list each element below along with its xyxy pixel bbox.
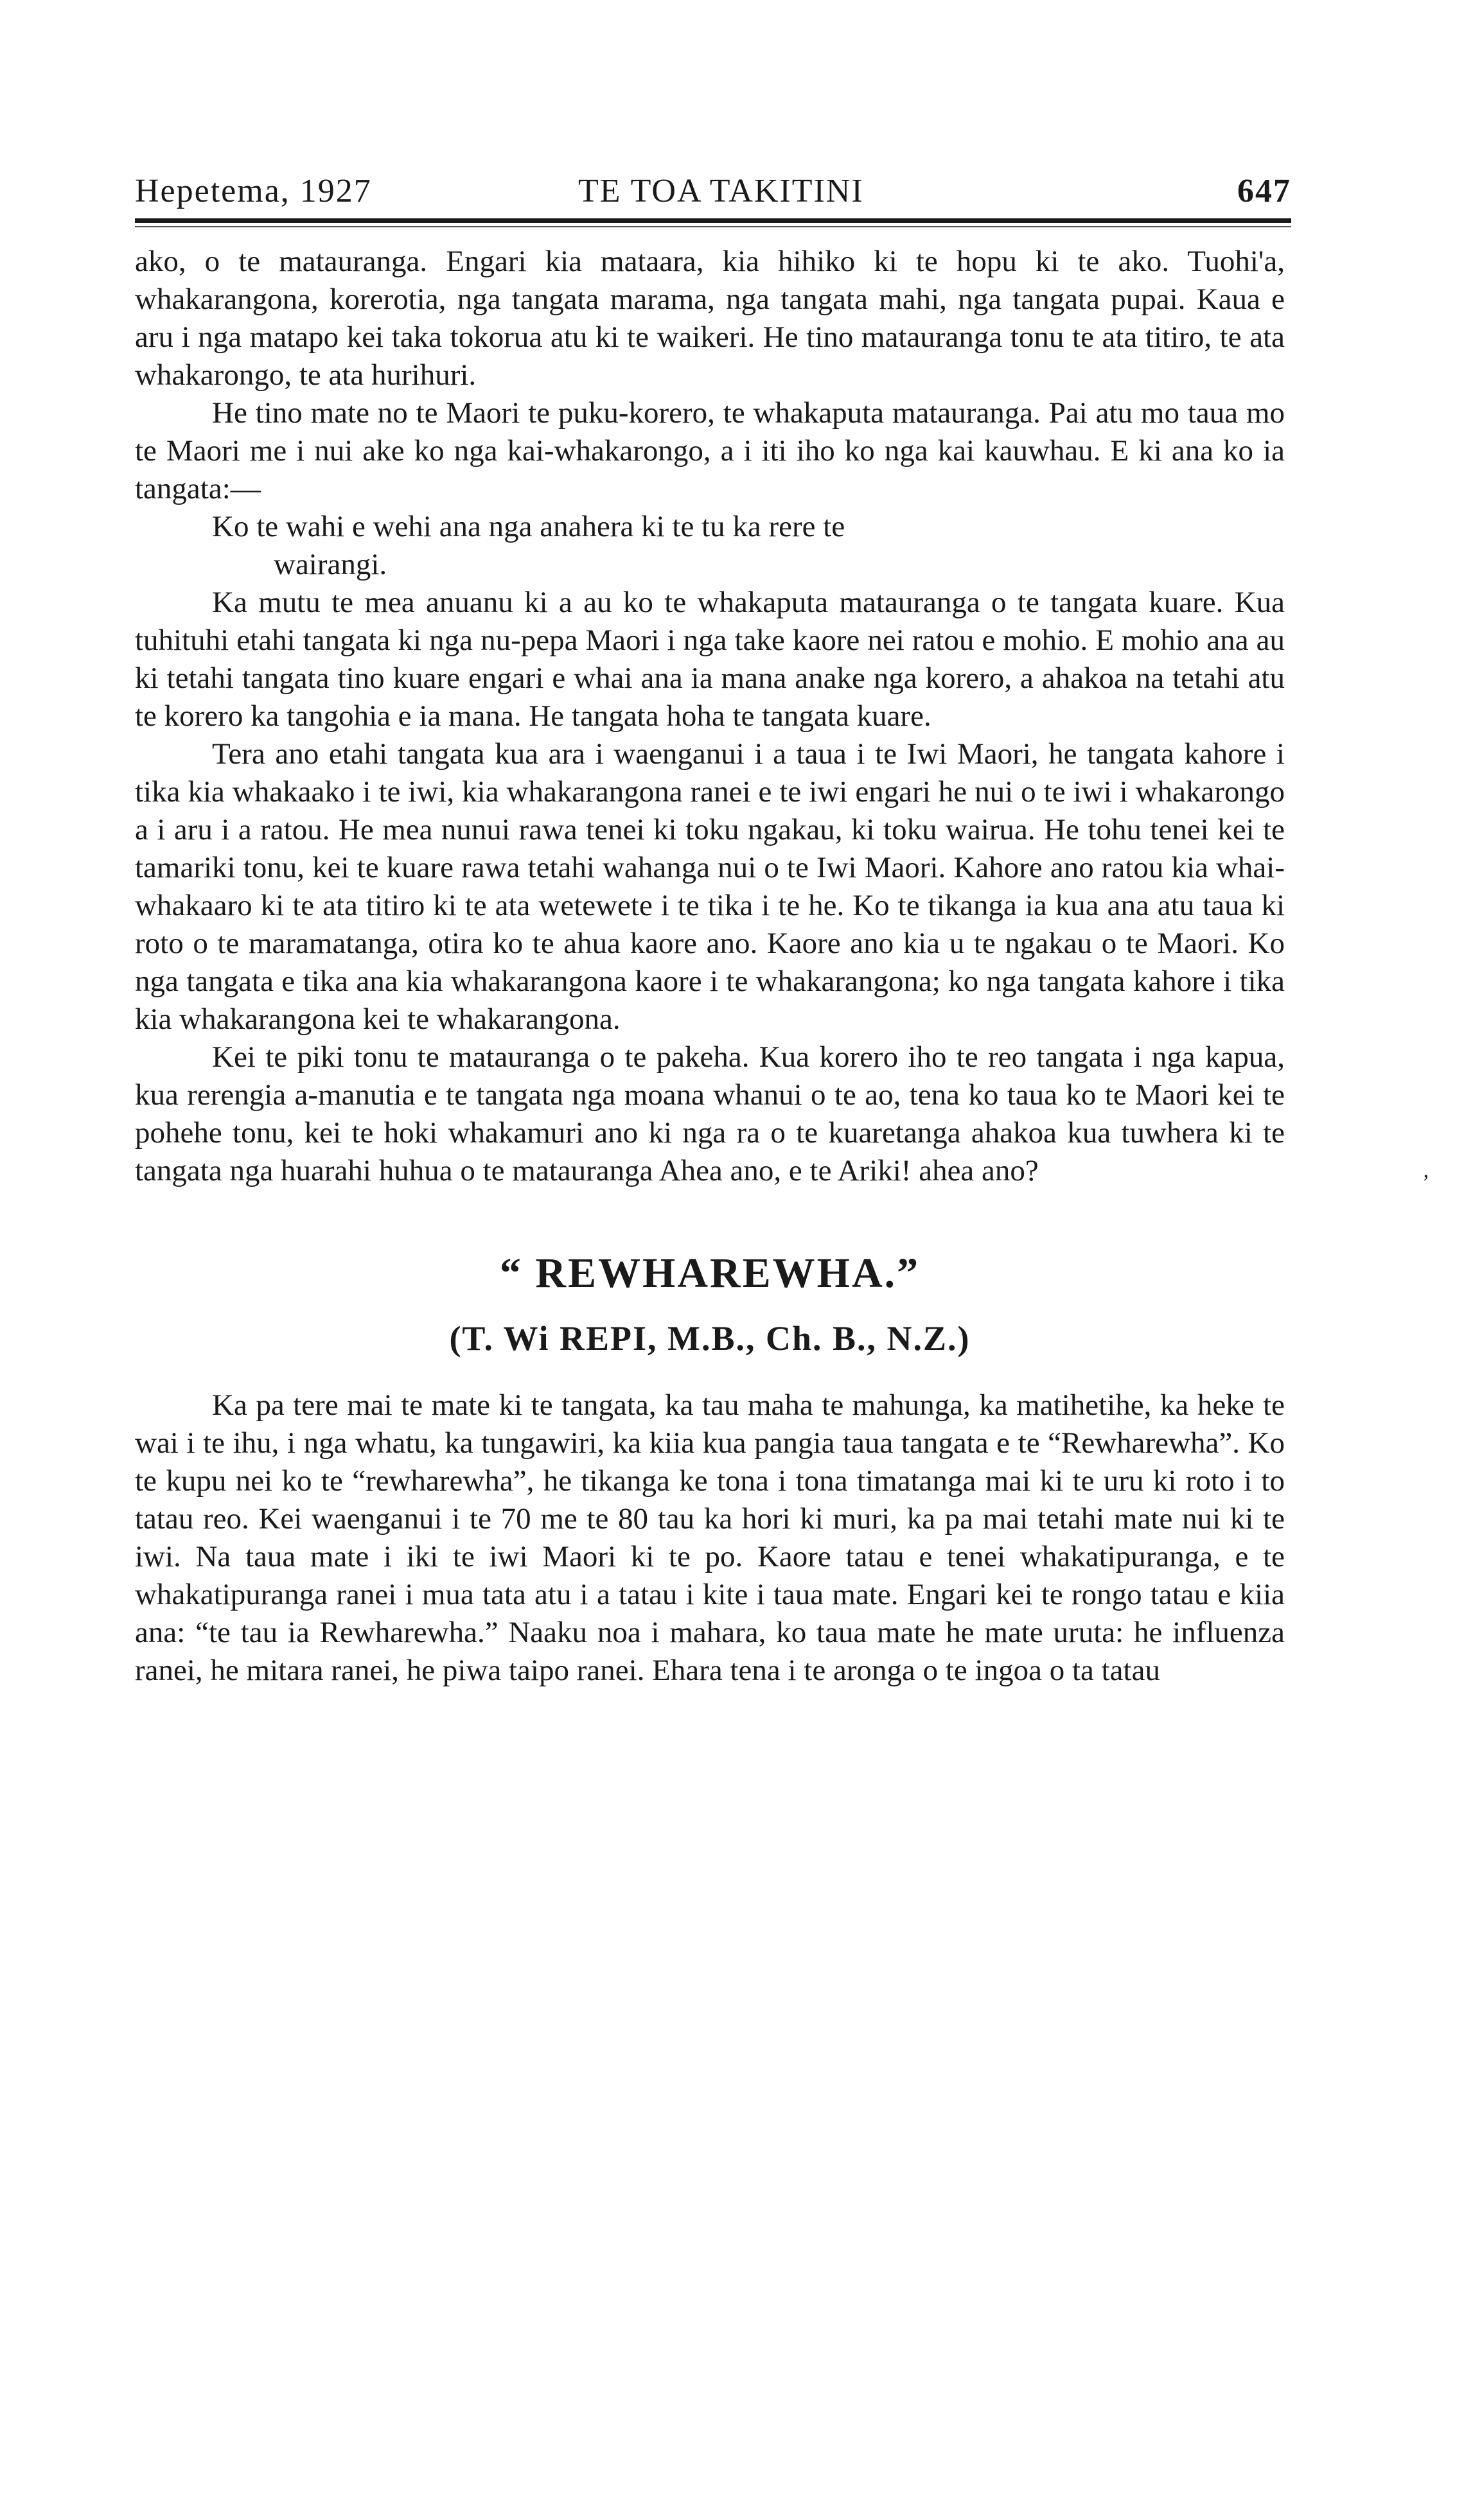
article-byline: (T. Wi REPI, M.B., Ch. B., N.Z.)	[449, 1319, 971, 1358]
margin-mark: ‚	[1422, 1159, 1430, 1182]
paragraph: ako, o te matauranga. Engari kia mataara, kia hihiko ki te hopu ki te ako. Tuohi'a, whakarangona, korerotia, nga tangata marama, nga tangata mahi, nga tangata pupai. Kaua e aru i nga matapo kei taka tokorua atu ki te waikeri. He tino matauranga tonu te ata titiro, te ata whakarongo, te ata hurihuri.	[135, 245, 1285, 392]
paragraph: Kei te piki tonu te matauranga o te pakeha. Kua korero iho te reo tangata i nga kapua, kua rerengia a-manutia e te tangata nga moana whanui o te ao, tena ko taua ko te Maori kei te pohehe tonu, kei te hoki whakamuri ano ki nga ra o te kuaretanga ahakoa kua tuwhera ki te tangata nga huarahi huhua o te matauranga Ahea ano, e te Ariki! ahea ano?	[135, 1040, 1285, 1187]
header-rule-thin	[135, 226, 1291, 227]
paragraph: He tino mate no te Maori te puku-korero, te whakaputa matauranga. Pai atu mo taua mo te Maori me i nui ake ko nga kai-whakarongo, a i iti iho ko nga kai kauwhau. E ki ana ko ia tangata:—	[135, 396, 1285, 505]
quotation-line: wairangi.	[274, 548, 387, 581]
header-date: Hepetema, 1927	[135, 173, 372, 209]
header-rule	[135, 218, 1291, 223]
article-title: “ REWHAREWHA.”	[499, 1250, 921, 1297]
paragraph: Tera ano etahi tangata kua ara i waenganui i a taua i te Iwi Maori, he tangata kahore i tika kia whakaako i te iwi, kia whakarangona ranei e te iwi engari he nui o te iwi i whakarongo a i aru i a ratou. He mea nunui rawa tenei ki toku ngakau, ki toku wairua. He tohu tenei kei te tamariki tonu, kei te kuare rawa tetahi wahanga nui o te Iwi Maori. Kahore ano ratou kia whai-whakaaro ki te ata titiro ki te ata wetewete i te tika i te he. Ko te tikanga ia kua ana atu taua ki roto o te maramatanga, otira ko te ahua kaore ano. Kaore ano kia u te ngakau o te Maori. Ko nga tangata e tika ana kia whakarangona kaore i te whakarangona; ko nga tangata kahore i tika kia whakarangona kei te whakarangona.	[135, 737, 1285, 1036]
quotation	[135, 508, 1285, 584]
running-header	[135, 172, 1291, 217]
paragraph: Ka mutu te mea anuanu ki a au ko te whakaputa matauranga o te tangata kuare. Kua tuhituhi etahi tangata ki nga nu-pepa Maori i nga take kaore nei ratou e mohio. E mohio ana au ki tetahi tangata tino kuare engari e whai ana ia mana anake nga korero, a ahakoa na tetahi atu te korero ka tangohia e ia mana. He tangata hoha te tangata kuare.	[135, 586, 1285, 733]
page-number: 647	[1237, 173, 1291, 209]
header-publication-title: TE TOA TAKITINI	[578, 173, 864, 209]
quotation-line: Ko te wahi e wehi ana nga anahera ki te tu ka rere te	[212, 510, 845, 543]
page-body	[135, 243, 1285, 1690]
article-paragraph: Ka pa tere mai te mate ki te tangata, ka tau maha te mahunga, ka matihetihe, ka heke te wai i te ihu, i nga whatu, ka tungawiri, ka kiia kua pangia taua tangata e te “Rewharewha”. Ko te kupu nei ko te “rewharewha”, he tikanga ke tona i tona timatanga mai ki te uru ki roto i to tatau reo. Kei waenganui i te 70 me te 80 tau ka hori ki muri, ka pa mai tetahi mate nui ki te iwi. Na taua mate i iki te iwi Maori ki te po. Kaore tatau e tenei whakatipuranga, e te whakatipuranga ranei i mua tata atu i a tatau i kite i taua mate. Engari kei te rongo tatau e kiia ana: “te tau ia Rewharewha.” Naaku noa i mahara, ko taua mate he mate uruta: he influenza ranei, he mitara ranei, he piwa taipo ranei. Ehara tena i te aronga o te ingoa o ta tatau	[135, 1388, 1285, 1687]
